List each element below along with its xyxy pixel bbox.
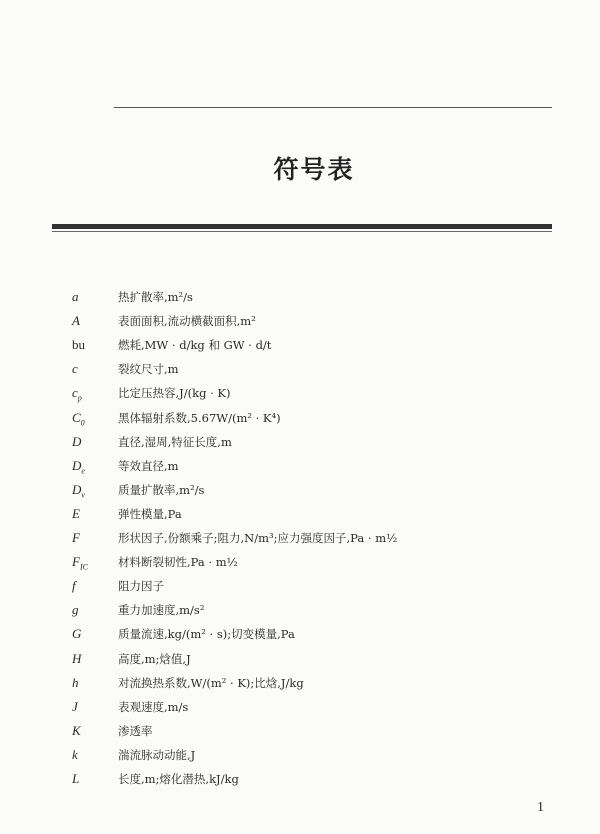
symbol xyxy=(72,769,112,789)
symbol-base: h xyxy=(72,674,79,690)
symbol-base: a xyxy=(72,289,79,304)
symbol-description: 重力加速度,m/s² xyxy=(118,603,205,618)
symbol-base: C xyxy=(72,409,81,425)
symbol-description: 质量扩散率,m²/s xyxy=(118,482,205,497)
page-number: 1 xyxy=(537,800,544,815)
symbol-base: g xyxy=(72,602,79,618)
symbol-base: bu xyxy=(72,337,85,353)
symbol xyxy=(72,480,112,506)
symbol-base: D xyxy=(72,457,82,473)
symbol-description: 热扩散率,m²/s xyxy=(118,290,193,304)
symbol-subscript: 0 xyxy=(80,418,85,428)
symbol-description: 比定压热容,J/(kg · K) xyxy=(118,386,231,401)
symbol-description: 黑体辐射系数,5.67W/(m² · K⁴) xyxy=(118,410,281,425)
symbol-description: 形状因子,份额乘子;阻力,N/m³;应力强度因子,Pa · m½ xyxy=(118,531,398,545)
symbol-base: D xyxy=(72,433,82,449)
symbol-base: c xyxy=(72,385,78,401)
title-rule-thin xyxy=(52,231,552,232)
symbol-description: 等效直径,m xyxy=(118,458,179,473)
symbol-description: 质量流速,kg/(m² · s);切变模量,Pa xyxy=(118,627,295,642)
symbol xyxy=(72,697,112,717)
symbol-base: F xyxy=(72,554,80,570)
symbol xyxy=(72,552,112,578)
symbol-description: 燃耗,MW · d/kg 和 GW · d/t xyxy=(118,338,272,353)
symbol-subscript: v xyxy=(81,490,85,500)
symbol xyxy=(72,383,112,409)
symbol-subscript: p xyxy=(77,393,82,403)
symbol-description: 裂纹尺寸,m xyxy=(118,362,179,377)
symbol xyxy=(72,504,112,524)
symbol-base: F xyxy=(72,530,80,545)
symbol xyxy=(72,600,112,620)
symbol xyxy=(72,432,112,452)
symbol-base: G xyxy=(72,626,82,642)
symbol xyxy=(72,408,112,434)
symbol-subscript: IC xyxy=(79,562,88,572)
page-title: 符号表 xyxy=(273,155,355,184)
symbol-description: 直径,湿周,特征长度,m xyxy=(118,434,232,449)
symbol-description: 表面面积,流动横截面积,m² xyxy=(118,314,256,329)
symbol-description: 表观速度,m/s xyxy=(118,699,189,714)
symbol xyxy=(72,528,112,548)
symbol-description: 弹性模量,Pa xyxy=(118,506,182,521)
symbol xyxy=(72,287,112,307)
symbol xyxy=(72,335,112,355)
symbol-description: 渗透率 xyxy=(118,723,153,738)
symbol-description: 湍流脉动动能,J xyxy=(118,747,196,762)
symbol-subscript: e xyxy=(81,466,85,476)
symbol-base: f xyxy=(72,578,76,594)
symbol-description: 高度,m;焓值,J xyxy=(118,651,191,666)
symbol-base: H xyxy=(72,650,82,666)
symbol xyxy=(72,721,112,741)
header-rule xyxy=(114,107,552,108)
symbol-base: k xyxy=(72,746,78,762)
symbol xyxy=(72,576,112,596)
symbol-description: 长度,m;熔化潜热,kJ/kg xyxy=(118,772,239,786)
symbol xyxy=(72,624,112,644)
symbol-base: D xyxy=(72,481,82,497)
symbol-base: E xyxy=(72,505,80,521)
symbol-base: A xyxy=(72,313,80,329)
symbol-base: J xyxy=(72,698,78,714)
symbol xyxy=(72,649,112,669)
symbol-description: 阻力因子 xyxy=(118,579,164,594)
symbol xyxy=(72,673,112,693)
symbol xyxy=(72,456,112,482)
title-rule-thick xyxy=(52,224,552,229)
symbol-base: K xyxy=(72,722,81,738)
symbol xyxy=(72,359,112,379)
symbol-base: c xyxy=(72,361,78,377)
symbol xyxy=(72,745,112,765)
symbol xyxy=(72,311,112,331)
symbol-description: 对流换热系数,W/(m² · K);比焓,J/kg xyxy=(118,675,304,690)
symbol-description: 材料断裂韧性,Pa · m½ xyxy=(118,555,238,570)
symbol-base: L xyxy=(72,771,80,786)
